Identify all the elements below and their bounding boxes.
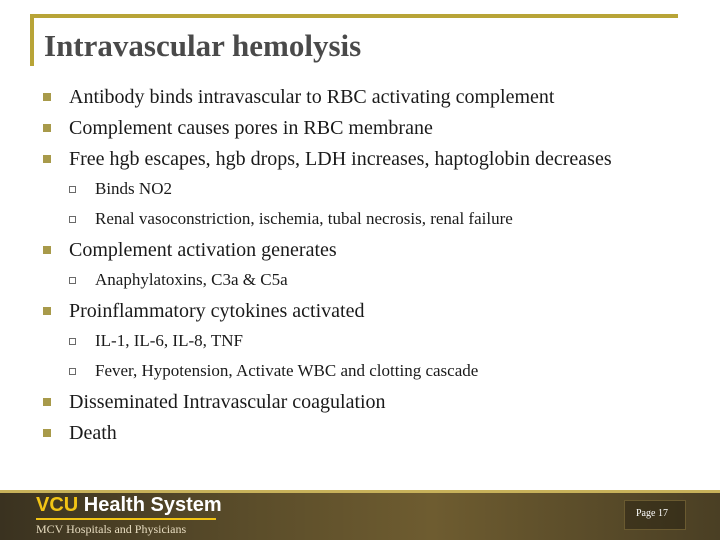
page-number: Page 17	[636, 508, 668, 519]
sub-bullet-item	[0, 177, 720, 207]
bullet-list	[0, 84, 720, 451]
square-bullet-icon	[43, 429, 51, 437]
logo-rule	[36, 518, 216, 520]
bullet-text: Antibody binds intravascular to RBC activating complement	[69, 86, 555, 108]
bullet-item	[0, 237, 720, 268]
sub-bullet-item	[0, 207, 720, 237]
square-bullet-icon	[43, 93, 51, 101]
square-bullet-icon	[43, 398, 51, 406]
bullet-text: Complement activation generates	[69, 239, 337, 261]
sub-bullet-item	[0, 359, 720, 389]
square-bullet-icon	[43, 246, 51, 254]
bullet-item	[0, 420, 720, 451]
bullet-text: IL-1, IL-6, IL-8, TNF	[95, 331, 243, 350]
bullet-text: Proinflammatory cytokines activated	[69, 300, 365, 322]
bullet-text: Complement causes pores in RBC membrane	[69, 117, 433, 139]
hollow-square-bullet-icon	[69, 277, 76, 284]
hollow-square-bullet-icon	[69, 368, 76, 375]
sub-bullet-item	[0, 268, 720, 298]
square-bullet-icon	[43, 155, 51, 163]
vcu-health-system-logo	[36, 494, 222, 537]
bullet-item	[0, 115, 720, 146]
bullet-text: Disseminated Intravascular coagulation	[69, 391, 386, 413]
bullet-text: Death	[69, 422, 117, 444]
hollow-square-bullet-icon	[69, 338, 76, 345]
square-bullet-icon	[43, 124, 51, 132]
bullet-item	[0, 146, 720, 177]
sub-bullet-item	[0, 329, 720, 359]
logo-vcu: VCU	[36, 494, 79, 516]
title-frame-top-rule	[30, 14, 678, 18]
bullet-text: Free hgb escapes, hgb drops, LDH increases, haptoglobin decreases	[69, 148, 612, 170]
bullet-item	[0, 389, 720, 420]
title-frame-left-rule	[30, 14, 34, 66]
bullet-text: Anaphylatoxins, C3a & C5a	[95, 270, 288, 289]
logo-health-system: Health System	[83, 494, 222, 516]
logo-wordmark	[36, 494, 222, 517]
logo-subtitle: MCV Hospitals and Physicians	[36, 522, 187, 536]
bullet-text: Fever, Hypotension, Activate WBC and clotting cascade	[95, 361, 479, 380]
bullet-item	[0, 298, 720, 329]
square-bullet-icon	[43, 307, 51, 315]
bullet-text: Renal vasoconstriction, ischemia, tubal necrosis, renal failure	[95, 209, 513, 228]
hollow-square-bullet-icon	[69, 186, 76, 193]
bullet-item	[0, 84, 720, 115]
bullet-text: Binds NO2	[95, 179, 172, 198]
hollow-square-bullet-icon	[69, 216, 76, 223]
slide-title: Intravascular hemolysis	[44, 28, 362, 63]
